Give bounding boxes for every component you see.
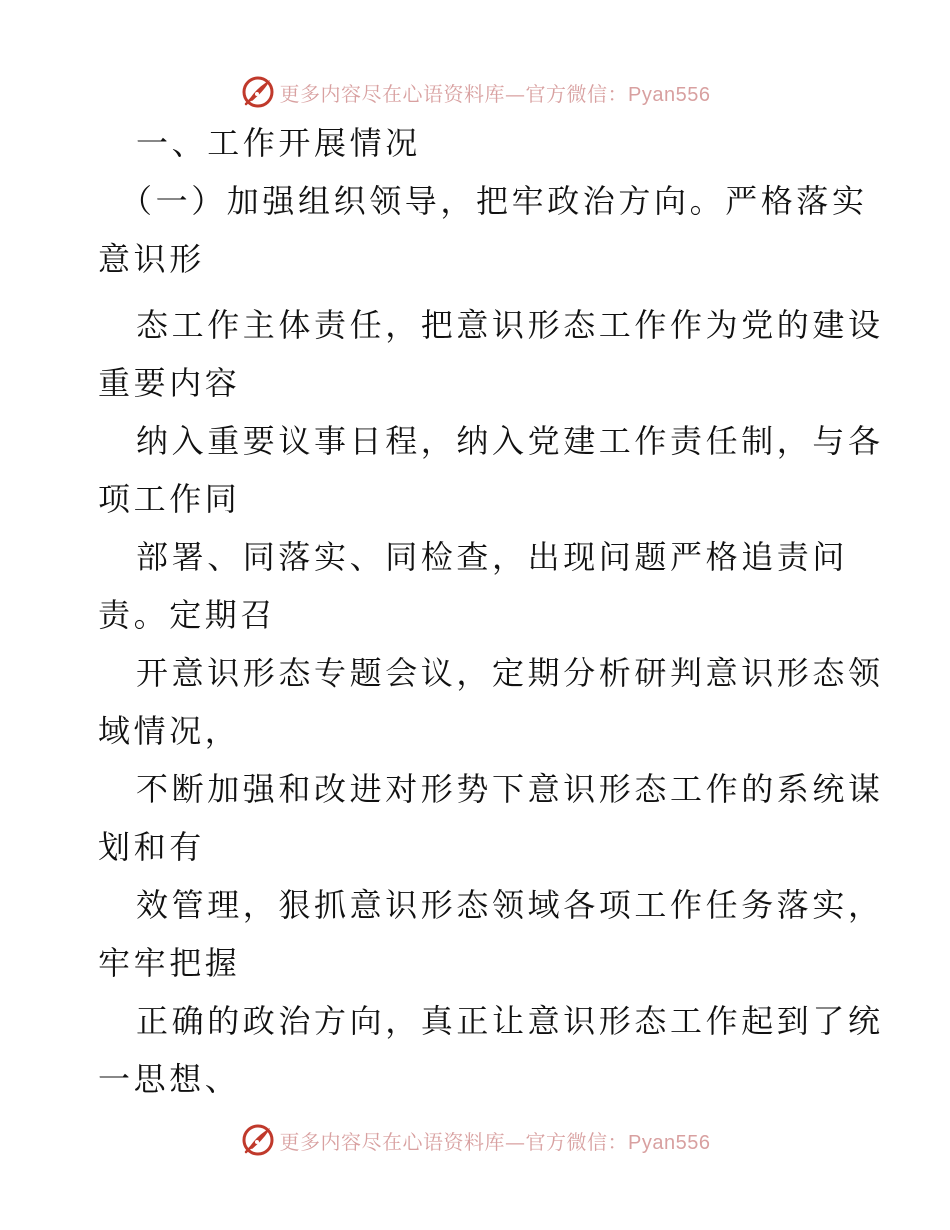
text-line: 态工作主体责任，把意识形态工作作为党的建设 [136, 306, 884, 344]
footer-wechat-id: Pyan556 [628, 1131, 711, 1154]
header-banner [0, 70, 950, 114]
text-line: 部署、同落实、同检查，出现问题严格追责问 [136, 538, 849, 576]
text-line: 域情况， [98, 712, 241, 750]
header-banner-text [280, 78, 711, 107]
text-line: 牢牢把握 [98, 944, 241, 982]
footer-banner [0, 1118, 950, 1162]
text-line: 划和有 [98, 828, 205, 866]
text-line: 纳入重要议事日程，纳入党建工作责任制，与各 [136, 422, 884, 460]
quill-logo-icon [240, 74, 276, 110]
text-line: （一）加强组织领导，把牢政治方向。严格落实 [120, 182, 868, 220]
footer-banner-label: 更多内容尽在心语资料库—官方微信： [279, 1129, 629, 1154]
text-line: 开意识形态专题会议，定期分析研判意识形态领 [136, 654, 884, 692]
text-line: 重要内容 [98, 364, 241, 402]
header-wechat-id: Pyan556 [628, 83, 711, 106]
section-heading: 一、工作开展情况 [136, 124, 421, 162]
text-line: 一思想、 [98, 1060, 241, 1098]
text-line: 正确的政治方向，真正让意识形态工作起到了统 [136, 1002, 884, 1040]
quill-logo-icon [240, 1122, 276, 1158]
text-line: 效管理，狠抓意识形态领域各项工作任务落实， [136, 886, 884, 924]
text-line: 不断加强和改进对形势下意识形态工作的系统谋 [136, 770, 884, 808]
text-line: 责。定期召 [98, 596, 277, 634]
text-line: 项工作同 [98, 480, 241, 518]
header-banner-label: 更多内容尽在心语资料库—官方微信： [279, 81, 629, 106]
footer-banner-text [280, 1126, 711, 1155]
text-line: 意识形 [98, 240, 205, 278]
